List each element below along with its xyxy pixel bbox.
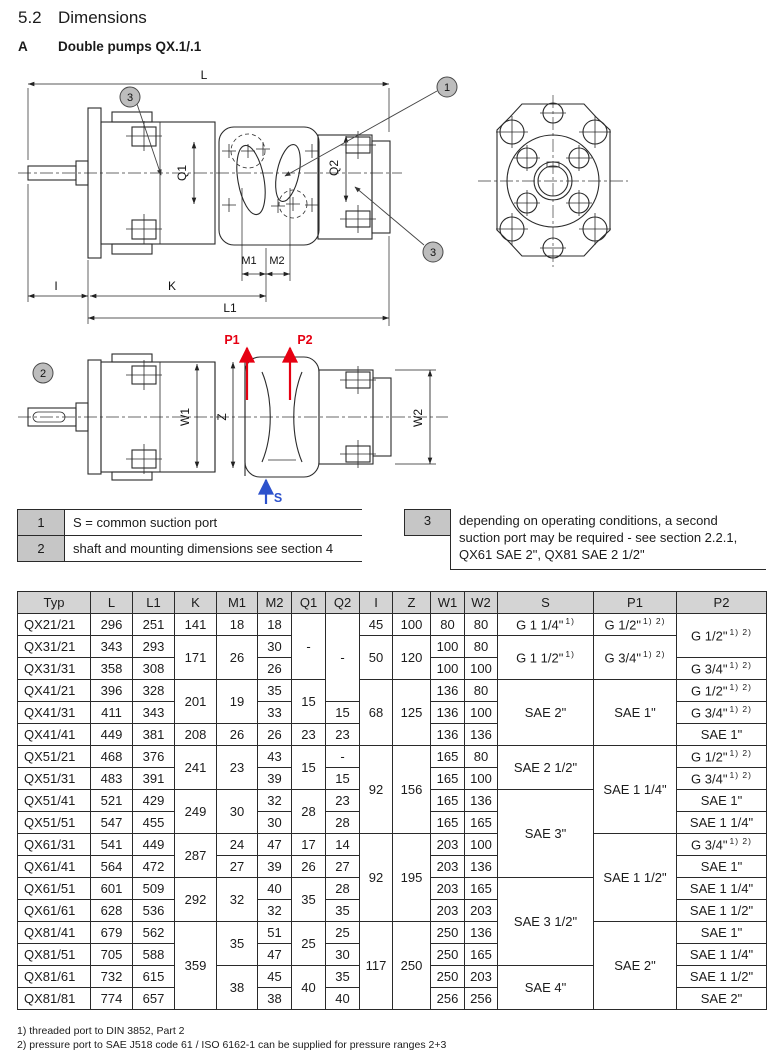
dimensions-table (17, 591, 767, 1010)
table-cell: 256 (465, 988, 498, 1010)
table-cell: G 1/2" $^{1) 2)}$ (677, 614, 767, 658)
note-row-3 (404, 509, 766, 570)
table-cell: 100 (431, 636, 465, 658)
table-cell: 732 (91, 966, 133, 988)
section-number: 5.2 (18, 8, 42, 27)
pump-type-cell: QX51/31 (18, 768, 91, 790)
svg-text:3: 3 (126, 92, 134, 104)
table-cell: SAE 4" (498, 966, 594, 1010)
dim-label-l1: L1 (223, 301, 237, 315)
table-cell: 15 (326, 768, 360, 790)
table-cell: SAE 2" (677, 988, 767, 1010)
table-cell: SAE 1 1/4" (594, 746, 677, 834)
svg-text:3: 3 (429, 247, 437, 259)
table-cell: 249 (175, 790, 217, 834)
table-cell: 165 (431, 768, 465, 790)
table-cell: 628 (91, 900, 133, 922)
table-cell: G 3/4" $^{1) 2)}$ (677, 658, 767, 680)
table-cell: 40 (292, 966, 326, 1010)
pump-type-cell: QX31/31 (18, 658, 91, 680)
table-cell: 136 (465, 790, 498, 812)
table-cell: 32 (217, 878, 258, 922)
table-cell: SAE 2" (594, 922, 677, 1010)
table-cell: SAE 1" (677, 856, 767, 878)
table-cell: 165 (431, 790, 465, 812)
table-cell: 14 (326, 834, 360, 856)
pump-type-cell: QX41/31 (18, 702, 91, 724)
table-cell: 15 (292, 680, 326, 724)
pump-type-cell: QX61/31 (18, 834, 91, 856)
table-cell: 343 (133, 702, 175, 724)
table-cell: 80 (465, 746, 498, 768)
note-text: S = common suction port (65, 510, 363, 536)
table-cell: 28 (326, 878, 360, 900)
table-cell: SAE 2" (498, 680, 594, 746)
table-cell: 25 (326, 922, 360, 944)
table-cell: 679 (91, 922, 133, 944)
table-cell: 165 (465, 944, 498, 966)
table-cell: 17 (292, 834, 326, 856)
pump-type-cell: QX81/81 (18, 988, 91, 1010)
table-cell: 35 (258, 680, 292, 702)
table-cell: 705 (91, 944, 133, 966)
table-cell: 47 (258, 834, 292, 856)
table-cell: 80 (465, 680, 498, 702)
table-cell: 33 (258, 702, 292, 724)
footnote-1: 1) threaded port to DIN 3852, Part 2 (17, 1025, 185, 1037)
column-header: W2 (465, 592, 498, 614)
front-view-drawing (478, 95, 628, 267)
table-cell: 358 (91, 658, 133, 680)
table-cell: 35 (217, 922, 258, 966)
table-cell: SAE 1" (677, 922, 767, 944)
table-cell: G 1/2" $^{1) 2)}$ (677, 746, 767, 768)
table-cell: 343 (91, 636, 133, 658)
table-cell: 23 (326, 790, 360, 812)
dim-label-i: I (54, 279, 58, 293)
pump-type-cell: QX61/61 (18, 900, 91, 922)
table-cell: 251 (133, 614, 175, 636)
table-cell: - (326, 614, 360, 702)
table-cell: 100 (465, 658, 498, 680)
table-row (18, 922, 767, 944)
table-cell: G 3/4" $^{1) 2)}$ (677, 834, 767, 856)
table-cell: 521 (91, 790, 133, 812)
column-header: S (498, 592, 594, 614)
table-cell: 32 (258, 790, 292, 812)
table-cell: 156 (393, 746, 431, 834)
pump-type-cell: QX41/41 (18, 724, 91, 746)
table-cell: 26 (292, 856, 326, 878)
table-cell: 50 (360, 636, 393, 680)
table-cell: 30 (258, 812, 292, 834)
port-label-p2: P2 (297, 333, 313, 347)
table-cell: 100 (465, 702, 498, 724)
table-cell: 26 (258, 724, 292, 746)
table-cell: 241 (175, 746, 217, 790)
table-cell: 117 (360, 922, 393, 1010)
port-label-s: S (273, 491, 283, 505)
column-header: P1 (594, 592, 677, 614)
table-cell: 68 (360, 680, 393, 746)
column-header: P2 (677, 592, 767, 614)
section-title: Dimensions (58, 8, 147, 27)
note-row-1 (18, 510, 363, 536)
technical-drawing (0, 0, 769, 512)
table-cell: 27 (326, 856, 360, 878)
pump-type-cell: QX21/21 (18, 614, 91, 636)
table-cell: 536 (133, 900, 175, 922)
table-cell: SAE 1 1/4" (677, 878, 767, 900)
table-cell: 562 (133, 922, 175, 944)
table-row (18, 614, 767, 636)
footnotes (17, 1024, 446, 1052)
subsection-letter: A (18, 39, 28, 54)
table-cell: 601 (91, 878, 133, 900)
table-cell: 26 (258, 658, 292, 680)
dim-label-m1: M1 (241, 255, 257, 267)
table-cell: 39 (258, 768, 292, 790)
pump-type-cell: QX51/41 (18, 790, 91, 812)
table-cell: 203 (431, 856, 465, 878)
port-label-p1: P1 (224, 333, 240, 347)
table-cell: 201 (175, 680, 217, 724)
table-cell: SAE 3" (498, 790, 594, 878)
subsection-title: Double pumps QX.1/.1 (58, 39, 202, 54)
table-cell: 136 (465, 922, 498, 944)
table-cell: 92 (360, 834, 393, 922)
table-cell: 250 (393, 922, 431, 1010)
table-cell: 541 (91, 834, 133, 856)
note-number: 1 (18, 510, 65, 536)
table-cell: 136 (431, 680, 465, 702)
notes-table-right (404, 509, 766, 570)
table-cell: 136 (465, 856, 498, 878)
table-cell: 381 (133, 724, 175, 746)
table-cell: G 3/4" $^{1) 2)}$ (677, 768, 767, 790)
table-cell: 19 (217, 680, 258, 724)
table-cell: 51 (258, 922, 292, 944)
table-cell: 165 (465, 878, 498, 900)
table-cell: 30 (326, 944, 360, 966)
table-cell: 35 (292, 878, 326, 922)
table-cell: 203 (431, 900, 465, 922)
table-cell: G 1 1/4" $^{1)}$ (498, 614, 594, 636)
table-cell: 100 (465, 768, 498, 790)
table-cell: 287 (175, 834, 217, 878)
pump-type-cell: QX41/21 (18, 680, 91, 702)
column-header: I (360, 592, 393, 614)
table-cell: 23 (292, 724, 326, 746)
pump-type-cell: QX51/51 (18, 812, 91, 834)
table-cell: 203 (431, 834, 465, 856)
table-cell: 35 (326, 966, 360, 988)
table-cell: 195 (393, 834, 431, 922)
table-cell: 468 (91, 746, 133, 768)
table-cell: 449 (91, 724, 133, 746)
pump-type-cell: QX81/61 (18, 966, 91, 988)
pump-type-cell: QX61/51 (18, 878, 91, 900)
table-cell: 28 (326, 812, 360, 834)
table-cell: 100 (393, 614, 431, 636)
table-cell: 18 (217, 614, 258, 636)
table-cell: 47 (258, 944, 292, 966)
table-row (18, 680, 767, 702)
table-cell: 359 (175, 922, 217, 1010)
table-cell: SAE 1 1/4" (677, 812, 767, 834)
table-cell: 472 (133, 856, 175, 878)
table-cell: 615 (133, 966, 175, 988)
column-header: W1 (431, 592, 465, 614)
table-cell: 24 (217, 834, 258, 856)
dim-label-q1: Q1 (175, 164, 189, 182)
table-cell: 30 (217, 790, 258, 834)
table-cell: 25 (292, 922, 326, 966)
table-cell: 165 (431, 812, 465, 834)
table-header-row (18, 592, 767, 614)
table-cell: 18 (258, 614, 292, 636)
dim-label-q2: Q2 (327, 159, 341, 177)
table-cell: G 1/2" $^{1) 2)}$ (677, 680, 767, 702)
dim-label-z: Z (215, 413, 229, 421)
table-cell: 449 (133, 834, 175, 856)
table-cell: 308 (133, 658, 175, 680)
pump-type-cell: QX81/51 (18, 944, 91, 966)
table-cell: SAE 1" (677, 724, 767, 746)
table-cell: 38 (217, 966, 258, 1010)
table-cell: - (292, 614, 326, 680)
svg-text:2: 2 (39, 368, 47, 380)
dim-label-l: L (200, 68, 208, 82)
table-cell: 23 (326, 724, 360, 746)
table-cell: 203 (465, 966, 498, 988)
top-view-drawing (18, 333, 448, 505)
table-cell: 203 (431, 878, 465, 900)
table-cell: 136 (465, 724, 498, 746)
pump-type-cell: QX51/21 (18, 746, 91, 768)
svg-text:1: 1 (443, 82, 451, 94)
dim-label-w2: W2 (411, 409, 425, 427)
table-cell: 39 (258, 856, 292, 878)
table-cell: 45 (258, 966, 292, 988)
table-cell: SAE 3 1/2" (498, 878, 594, 966)
table-cell: SAE 1 1/2" (677, 900, 767, 922)
table-cell: 774 (91, 988, 133, 1010)
table-cell: 141 (175, 614, 217, 636)
note-number: 2 (18, 536, 65, 562)
table-cell: 32 (258, 900, 292, 922)
table-cell: 136 (431, 702, 465, 724)
table-cell: 80 (431, 614, 465, 636)
note-text: shaft and mounting dimensions see section 4 (65, 536, 363, 562)
table-cell: 40 (326, 988, 360, 1010)
column-header: Z (393, 592, 431, 614)
column-header: Typ (18, 592, 91, 614)
table-cell: 376 (133, 746, 175, 768)
table-cell: SAE 1" (677, 790, 767, 812)
dim-label-k: K (167, 279, 177, 293)
table-cell: 483 (91, 768, 133, 790)
table-cell: SAE 2 1/2" (498, 746, 594, 790)
table-cell: 165 (431, 746, 465, 768)
table-cell: 411 (91, 702, 133, 724)
table-cell: 256 (431, 988, 465, 1010)
table-cell: 509 (133, 878, 175, 900)
table-cell: 26 (217, 724, 258, 746)
note-row-2 (18, 536, 363, 562)
table-cell: 35 (326, 900, 360, 922)
table-cell: 125 (393, 680, 431, 746)
table-cell: SAE 1 1/2" (594, 834, 677, 922)
dim-label-m2: M2 (269, 255, 285, 267)
table-cell: 100 (465, 834, 498, 856)
table-row (18, 636, 767, 658)
table-cell: 15 (326, 702, 360, 724)
note-text: depending on operating conditions, a second suction port may be required - see section 2.2.1, QX61 SAE 2", QX81 SAE 2 1/2" (451, 509, 767, 570)
table-cell: 547 (91, 812, 133, 834)
table-cell: 250 (431, 922, 465, 944)
column-header: Q2 (326, 592, 360, 614)
table-cell: 250 (431, 944, 465, 966)
table-cell: 45 (360, 614, 393, 636)
table-cell: 43 (258, 746, 292, 768)
column-header: L1 (133, 592, 175, 614)
table-cell: 455 (133, 812, 175, 834)
pump-type-cell: QX31/21 (18, 636, 91, 658)
table-cell: SAE 1" (594, 680, 677, 746)
table-cell: 15 (292, 746, 326, 790)
table-cell: - (326, 746, 360, 768)
table-cell: 120 (393, 636, 431, 680)
table-cell: G 3/4" $^{1) 2)}$ (594, 636, 677, 680)
table-cell: 23 (217, 746, 258, 790)
table-cell: 165 (465, 812, 498, 834)
table-row (18, 746, 767, 768)
table-cell: 328 (133, 680, 175, 702)
table-cell: 100 (431, 658, 465, 680)
table-cell: 171 (175, 636, 217, 680)
column-header: M2 (258, 592, 292, 614)
table-cell: 203 (465, 900, 498, 922)
table-cell: 564 (91, 856, 133, 878)
table-cell: G 1 1/2" $^{1)}$ (498, 636, 594, 680)
table-cell: 250 (431, 966, 465, 988)
notes-table-left (17, 509, 362, 562)
table-cell: 80 (465, 614, 498, 636)
pump-type-cell: QX81/41 (18, 922, 91, 944)
table-cell: 80 (465, 636, 498, 658)
table-cell: 27 (217, 856, 258, 878)
pump-type-cell: QX61/41 (18, 856, 91, 878)
table-cell: SAE 1 1/4" (677, 944, 767, 966)
side-view-drawing (18, 68, 457, 326)
column-header: Q1 (292, 592, 326, 614)
table-cell: 391 (133, 768, 175, 790)
column-header: M1 (217, 592, 258, 614)
table-cell: 292 (175, 878, 217, 922)
table-cell: G 1/2" $^{1) 2)}$ (594, 614, 677, 636)
table-cell: G 3/4" $^{1) 2)}$ (677, 702, 767, 724)
column-header: K (175, 592, 217, 614)
column-header: L (91, 592, 133, 614)
table-cell: 26 (217, 636, 258, 680)
table-cell: 657 (133, 988, 175, 1010)
table-cell: 136 (431, 724, 465, 746)
table-cell: 296 (91, 614, 133, 636)
table-row (18, 834, 767, 856)
footnote-2: 2) pressure port to SAE J518 code 61 / ISO 6162-1 can be supplied for pressure ranges 2+3 (17, 1039, 447, 1051)
table-cell: 28 (292, 790, 326, 834)
table-cell: 429 (133, 790, 175, 812)
table-cell: 92 (360, 746, 393, 834)
table-cell: 30 (258, 636, 292, 658)
table-cell: 396 (91, 680, 133, 702)
table-cell: SAE 1 1/2" (677, 966, 767, 988)
table-cell: 588 (133, 944, 175, 966)
table-cell: 38 (258, 988, 292, 1010)
note-number: 3 (404, 509, 450, 536)
dim-label-w1: W1 (178, 408, 192, 426)
table-cell: 208 (175, 724, 217, 746)
table-cell: 293 (133, 636, 175, 658)
table-cell: 40 (258, 878, 292, 900)
